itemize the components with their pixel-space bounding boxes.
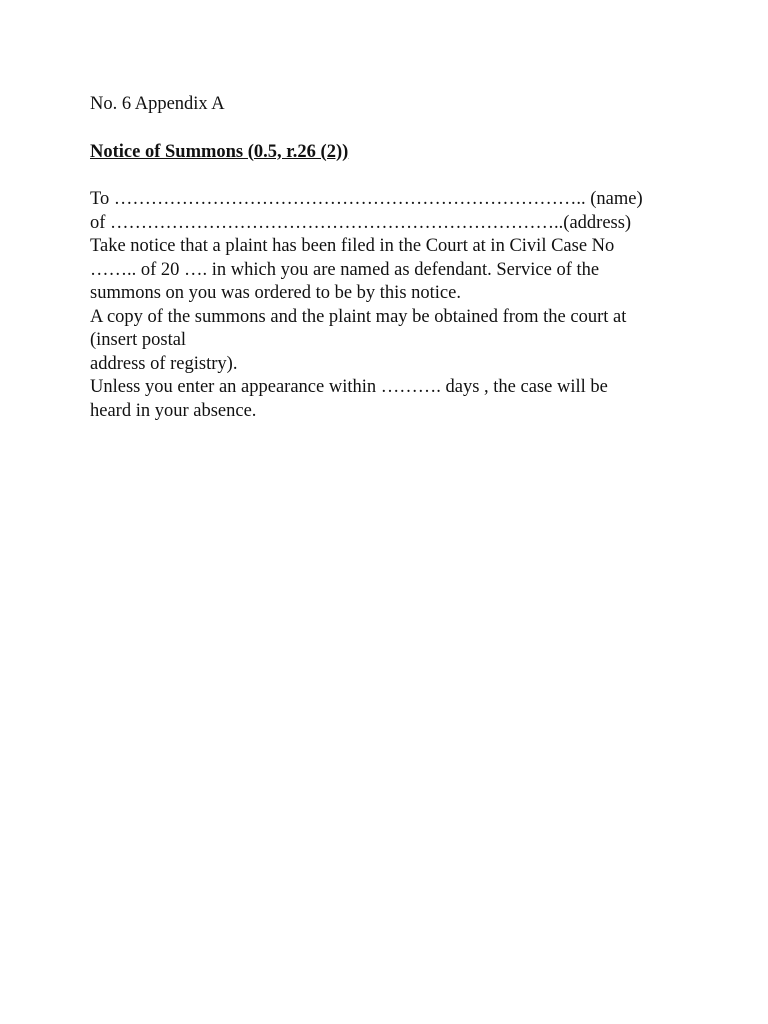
body-line-7: Unless you enter an appearance within ………. days , the case will be xyxy=(90,377,608,397)
spacer xyxy=(90,164,690,188)
body-line-6: address of registry). xyxy=(90,353,238,374)
spacer xyxy=(90,117,690,141)
body-line-8: heard in your absence. xyxy=(90,400,257,421)
document-reference: No. 6 Appendix A xyxy=(90,94,225,114)
body-line-2: …….. of 20 …. in which you are named as defendant. Service of the xyxy=(90,259,600,280)
body-line-4: A copy of the summons and the plaint may be obtained from the court at xyxy=(90,306,627,327)
document-page xyxy=(90,93,690,423)
body-line-3: summons on you was ordered to be by this notice. xyxy=(90,283,461,303)
body-line-1: Take notice that a plaint has been filed in the Court at in Civil Case No xyxy=(90,236,615,256)
to-name-line: To ………………………………………………………………….. (name) xyxy=(90,189,643,209)
document-title: Notice of Summons (0.5, r.26 (2)) xyxy=(90,141,349,162)
body-line-5: (insert postal xyxy=(90,330,187,350)
of-address-line: of ………………………………………………………………..(address) xyxy=(90,212,632,233)
